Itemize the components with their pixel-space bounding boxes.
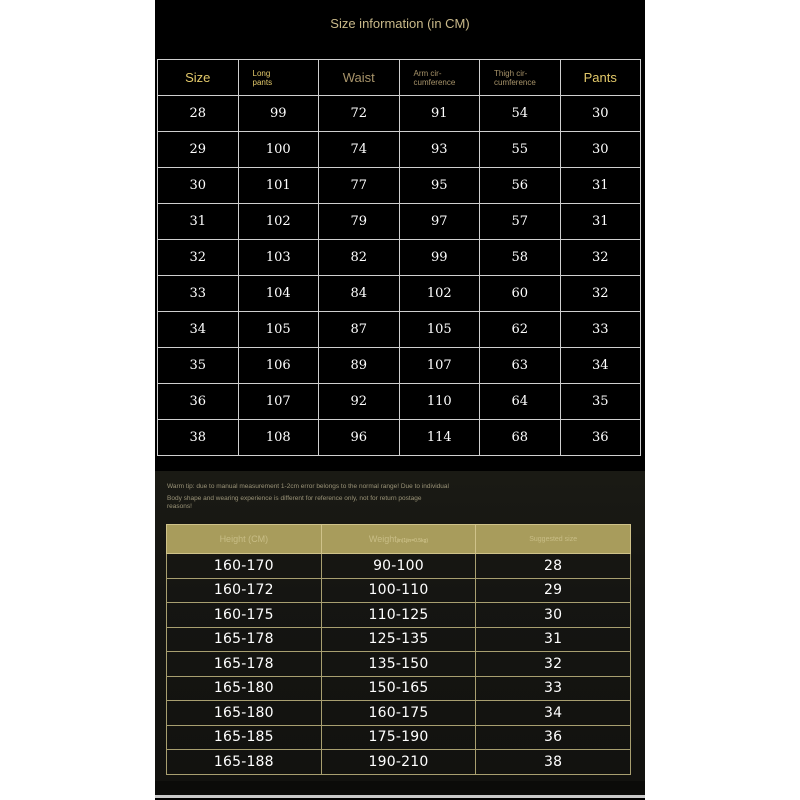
header-long-pants (238, 60, 319, 96)
header-arm-line1: Arm cir- (413, 68, 442, 78)
note-line-1: Warm tip: due to manual measurement 1-2cm error belongs to the normal range! Due to individual (167, 483, 449, 490)
table-row (158, 348, 641, 384)
table-cell: 125-135 (321, 627, 476, 652)
table-cell: 34 (158, 312, 239, 348)
table-cell: 36 (560, 420, 641, 456)
table-cell: 36 (476, 725, 631, 750)
header-pants: Pants (560, 60, 641, 96)
table-cell: 160-170 (167, 554, 322, 579)
table-cell: 101 (238, 168, 319, 204)
table-cell: 114 (399, 420, 480, 456)
header-thigh-line2: cumference (494, 77, 536, 87)
table-cell: 58 (480, 240, 561, 276)
table-cell: 93 (399, 132, 480, 168)
table-cell: 160-175 (167, 603, 322, 628)
table-cell: 160-175 (321, 701, 476, 726)
table-cell: 33 (158, 276, 239, 312)
table-cell: 92 (319, 384, 400, 420)
bottom-strip (155, 781, 645, 795)
table-row (167, 578, 631, 603)
table-cell: 60 (480, 276, 561, 312)
header-waist: Waist (319, 60, 400, 96)
table-cell: 99 (238, 96, 319, 132)
table-cell: 31 (476, 627, 631, 652)
table-cell: 190-210 (321, 750, 476, 775)
table-cell: 33 (476, 676, 631, 701)
table-cell: 31 (560, 168, 641, 204)
table-cell: 30 (158, 168, 239, 204)
table-cell: 35 (158, 348, 239, 384)
table-row (167, 652, 631, 677)
table-cell: 95 (399, 168, 480, 204)
header-weight-label: Weight (368, 534, 397, 544)
height-weight-table (166, 524, 631, 775)
table-cell: 77 (319, 168, 400, 204)
table-cell: 38 (158, 420, 239, 456)
table-cell: 135-150 (321, 652, 476, 677)
table-cell: 110-125 (321, 603, 476, 628)
page-title: Size information (in CM) (330, 16, 470, 31)
table-cell: 105 (399, 312, 480, 348)
table-cell: 34 (560, 348, 641, 384)
table-row (158, 204, 641, 240)
table-cell: 175-190 (321, 725, 476, 750)
table-cell: 100-110 (321, 578, 476, 603)
table-cell: 107 (238, 384, 319, 420)
table-cell: 104 (238, 276, 319, 312)
table-row (167, 627, 631, 652)
header-size: Size (158, 60, 239, 96)
table-cell: 29 (476, 578, 631, 603)
table-row (167, 701, 631, 726)
table-cell: 165-178 (167, 652, 322, 677)
table-cell: 74 (319, 132, 400, 168)
table-cell: 102 (238, 204, 319, 240)
table-row (167, 750, 631, 775)
table-cell: 106 (238, 348, 319, 384)
table-cell: 29 (158, 132, 239, 168)
height-table-header-row (167, 525, 631, 554)
table-cell: 62 (480, 312, 561, 348)
table-cell: 110 (399, 384, 480, 420)
size-table (157, 59, 641, 456)
table-cell: 165-180 (167, 701, 322, 726)
header-long-pants-line1: Long (252, 68, 271, 78)
table-cell: 102 (399, 276, 480, 312)
bottom-divider (155, 795, 645, 798)
table-row (158, 276, 641, 312)
table-cell: 99 (399, 240, 480, 276)
table-cell: 82 (319, 240, 400, 276)
table-row (158, 384, 641, 420)
table-cell: 68 (480, 420, 561, 456)
header-long-pants-line2: pants (252, 77, 273, 87)
table-cell: 160-172 (167, 578, 322, 603)
size-table-header-row (158, 60, 641, 96)
table-row (158, 96, 641, 132)
table-cell: 34 (476, 701, 631, 726)
table-cell: 57 (480, 204, 561, 240)
header-thigh-line1: Thigh cir- (494, 68, 528, 78)
table-row (167, 676, 631, 701)
table-cell: 165-185 (167, 725, 322, 750)
table-row (167, 603, 631, 628)
table-cell: 32 (158, 240, 239, 276)
table-cell: 79 (319, 204, 400, 240)
table-cell: 30 (476, 603, 631, 628)
table-cell: 103 (238, 240, 319, 276)
table-cell: 28 (476, 554, 631, 579)
table-row (158, 420, 641, 456)
table-cell: 35 (560, 384, 641, 420)
header-arm-line2: cumference (413, 77, 456, 87)
table-cell: 56 (480, 168, 561, 204)
table-cell: 107 (399, 348, 480, 384)
table-cell: 32 (560, 276, 641, 312)
table-cell: 97 (399, 204, 480, 240)
table-cell: 72 (319, 96, 400, 132)
table-cell: 30 (560, 96, 641, 132)
table-cell: 90-100 (321, 554, 476, 579)
table-cell: 32 (476, 652, 631, 677)
table-cell: 165-178 (167, 627, 322, 652)
table-cell: 108 (238, 420, 319, 456)
table-cell: 31 (560, 204, 641, 240)
table-cell: 84 (319, 276, 400, 312)
table-row (158, 240, 641, 276)
table-row (158, 312, 641, 348)
table-row (167, 725, 631, 750)
note-line-3: reasons! (167, 503, 192, 510)
table-cell: 91 (399, 96, 480, 132)
header-suggested-size: Suggested size (476, 525, 631, 554)
table-cell: 63 (480, 348, 561, 384)
table-cell: 54 (480, 96, 561, 132)
table-cell: 100 (238, 132, 319, 168)
table-cell: 36 (158, 384, 239, 420)
table-row (158, 132, 641, 168)
height-table-body (167, 554, 631, 775)
table-cell: 105 (238, 312, 319, 348)
table-cell: 31 (158, 204, 239, 240)
table-cell: 33 (560, 312, 641, 348)
header-thigh-circumference (480, 60, 561, 96)
table-cell: 28 (158, 96, 239, 132)
table-cell: 89 (319, 348, 400, 384)
note-line-2: Body shape and wearing experience is different for reference only, not for return postage (167, 495, 422, 502)
header-weight (321, 525, 476, 554)
table-cell: 55 (480, 132, 561, 168)
header-height: Height (CM) (167, 525, 322, 554)
size-table-body (158, 96, 641, 456)
table-cell: 165-188 (167, 750, 322, 775)
table-cell: 32 (560, 240, 641, 276)
table-cell: 165-180 (167, 676, 322, 701)
table-cell: 87 (319, 312, 400, 348)
header-arm-circumference (399, 60, 480, 96)
header-weight-unit: jin(1jin=0.5kg) (396, 538, 429, 544)
table-cell: 150-165 (321, 676, 476, 701)
table-row (167, 554, 631, 579)
table-cell: 64 (480, 384, 561, 420)
table-cell: 38 (476, 750, 631, 775)
table-cell: 30 (560, 132, 641, 168)
table-row (158, 168, 641, 204)
table-cell: 96 (319, 420, 400, 456)
